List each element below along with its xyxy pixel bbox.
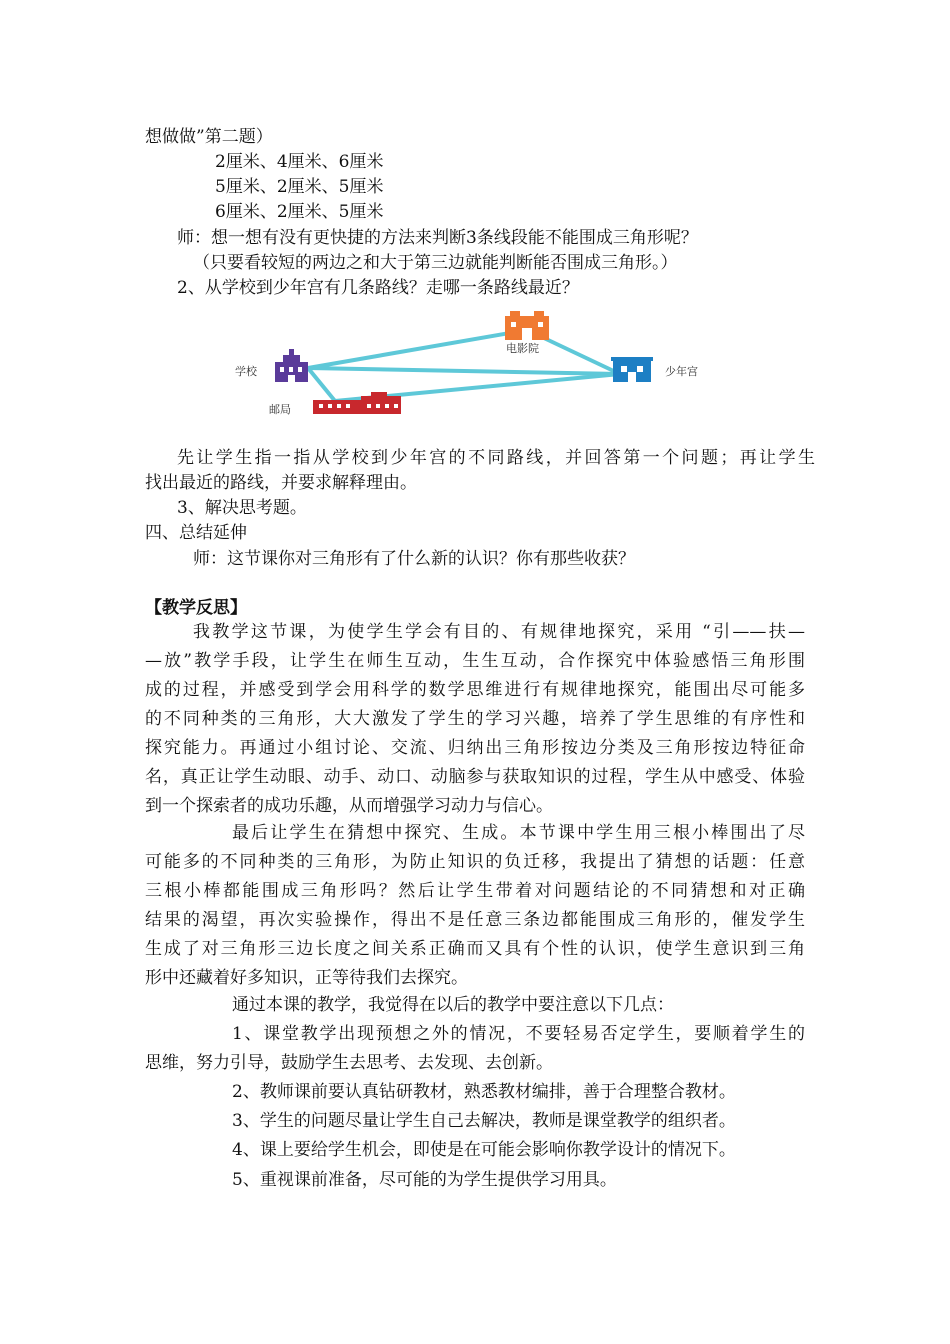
reflection-p1-line: —放”教学手段，让学生在师生互动，生生互动，合作探究中体验感悟三角形围 bbox=[145, 651, 805, 671]
option-line-1: 2厘米、4厘米、6厘米 bbox=[215, 152, 384, 172]
reflection-p1-line: 的不同种类的三角形，大大激发了学生的学习兴趣，培养了学生思维的有序性和 bbox=[145, 709, 805, 729]
reflection-p2-line: 生成了对三角形三边长度之间关系正确而又具有个性的认识，使学生意识到三角 bbox=[145, 939, 805, 959]
teacher-question: 师：想一想有没有更快捷的方法来判断3条线段能不能围成三角形呢？ bbox=[177, 228, 698, 248]
reflection-p1-line: 探究能力。再通过小组讨论、交流、归纳出三角形按边分类及三角形按边特征命 bbox=[145, 738, 805, 758]
reflection-point: 思维，努力引导，鼓励学生去思考、去发现、去创新。 bbox=[145, 1053, 553, 1073]
option-line-3: 6厘米、2厘米、5厘米 bbox=[215, 202, 384, 222]
reflection-point: 1、课堂教学出现预想之外的情况，不要轻易否定学生，要顺着学生的 bbox=[232, 1024, 805, 1044]
youth-palace-label: 少年宫 bbox=[665, 365, 698, 378]
teacher-closing-question: 师：这节课你对三角形有了什么新的认识？你有那些收获？ bbox=[193, 549, 635, 569]
reflection-p2-line: 可能多的不同种类的三角形，为防止知识的负迁移，我提出了猜想的话题：任意 bbox=[145, 852, 805, 872]
route-school-cinema bbox=[308, 330, 527, 368]
reflection-intro-line: 通过本课的教学，我觉得在以后的教学中要注意以下几点： bbox=[232, 995, 674, 1015]
route-school-post-office bbox=[308, 368, 335, 401]
reflection-point: 2、教师课前要认真钻研教材，熟悉教材编排，善于合理整合教材。 bbox=[232, 1082, 736, 1102]
route-lines bbox=[308, 330, 620, 401]
reflection-p1-line: 成的过程，并感受到学会用科学的数学思维进行有规律地探究，能围出尽可能多 bbox=[145, 680, 805, 700]
cinema-label: 电影院 bbox=[506, 342, 539, 355]
answer-line: （只要看较短的两边之和大于第三边就能判断能否围成三角形。） bbox=[193, 253, 678, 273]
reflection-point: 3、学生的问题尽量让学生自己去解决，教师是课堂教学的组织者。 bbox=[232, 1111, 736, 1131]
reflection-p1-line: 到一个探索者的成功乐趣，从而增强学习动力与信心。 bbox=[145, 796, 553, 816]
reflection-point: 4、课上要给学生机会，即使是在可能会影响你教学设计的情况下。 bbox=[232, 1140, 736, 1160]
reflection-p2-line: 结果的渴望，再次实验操作，得出不是任意三条边都能围成三角形的，催发学生 bbox=[145, 910, 805, 930]
school-label: 学校 bbox=[235, 365, 257, 378]
route-school-youth-palace bbox=[308, 368, 620, 374]
cinema-building-icon bbox=[505, 311, 549, 340]
reflection-p1-line: 名，真正让学生动眼、动手、动口、动脑参与获取知识的过程，学生从中感受、体验 bbox=[145, 767, 805, 787]
post-office-label: 邮局 bbox=[269, 403, 291, 416]
reflection-heading: 【教学反思】 bbox=[145, 598, 247, 618]
reflection-point: 5、重视课前准备，尽可能的为学生提供学习用具。 bbox=[232, 1170, 617, 1190]
reflection-p1-line: 我教学这节课，为使学生学会有目的、有规律地探究，采用 “引——扶— bbox=[193, 622, 805, 642]
reflection-p2-line: 最后让学生在猜想中探究、生成。本节课中学生用三根小棒围出了尽 bbox=[232, 823, 805, 843]
instruction-line-1: 先让学生指一指从学校到少年宫的不同路线，并回答第一个问题；再让学生 bbox=[177, 448, 815, 468]
question-2: 2、从学校到少年宫有几条路线？走哪一条路线最近？ bbox=[177, 278, 579, 298]
youth-palace-building-icon bbox=[611, 357, 653, 382]
school-building-icon bbox=[275, 349, 308, 382]
instruction-line-2: 找出最近的路线，并要求解释理由。 bbox=[145, 473, 417, 493]
item-3: 3、解决思考题。 bbox=[177, 498, 307, 518]
route-map-diagram bbox=[225, 305, 745, 430]
option-line-2: 5厘米、2厘米、5厘米 bbox=[215, 177, 384, 197]
reflection-p2-line: 三根小棒都能围成三角形吗？然后让学生带着对问题结论的不同猜想和对正确 bbox=[145, 881, 805, 901]
reflection-p2-line: 形中还藏着好多知识，正等待我们去探究。 bbox=[145, 968, 468, 988]
section-4-heading: 四、总结延伸 bbox=[145, 523, 247, 543]
continuation-line: 想做做”第二题） bbox=[145, 127, 273, 147]
